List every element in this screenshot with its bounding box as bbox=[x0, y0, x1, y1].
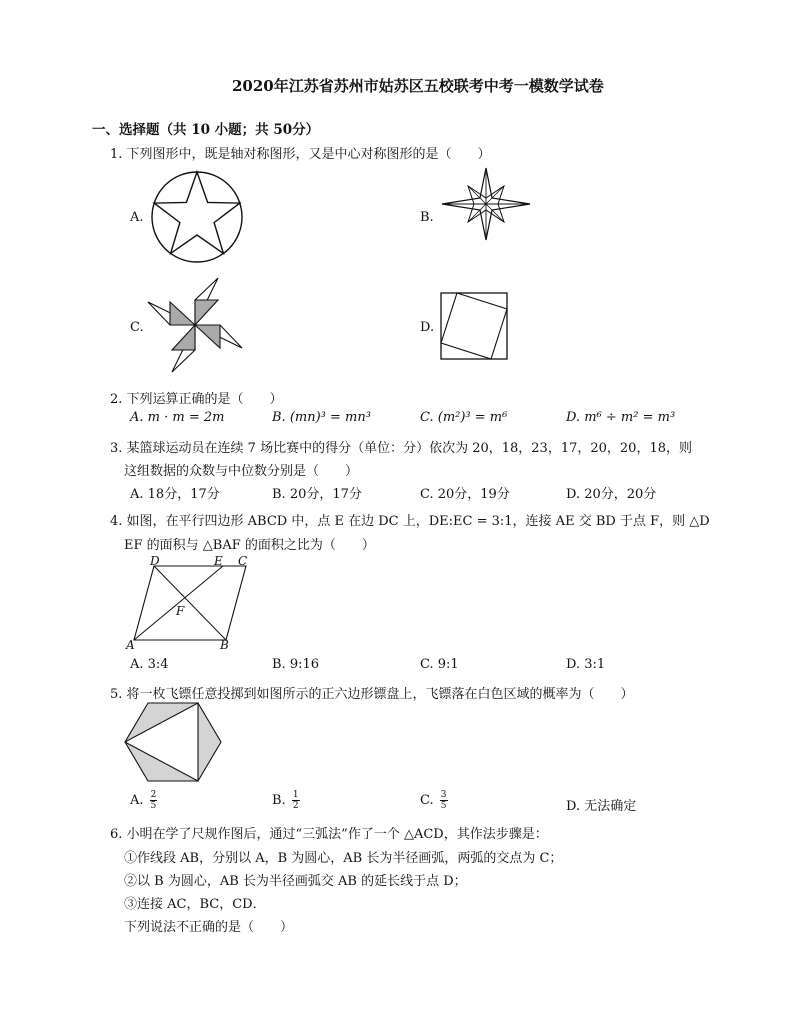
q2-option-b[interactable]: B. (mn)³ = mn³ bbox=[272, 410, 371, 425]
question-6-step2: ②以 B 为圆心，AB 长为半径画弧交 AB 的延长线于点 D； bbox=[124, 874, 467, 889]
q1-figure-c-pinwheel bbox=[148, 278, 242, 372]
question-4-stem-line1: 4. 如图，在平行四边形 ABCD 中，点 E 在边 DC 上，DE:EC = 3:1，连接 AE 交 BD 于点 F，则 △D bbox=[110, 514, 710, 529]
q5-option-a-prefix: A. bbox=[130, 793, 144, 808]
q4-parallelogram-figure bbox=[126, 552, 256, 654]
q4-option-c[interactable]: C. 9:1 bbox=[420, 657, 459, 672]
q4-label-e: E bbox=[214, 554, 223, 568]
question-2-stem: 2. 下列运算正确的是（ ） bbox=[110, 392, 283, 407]
section-header: 一、选择题（共 10 小题；共 50分） bbox=[92, 122, 320, 138]
question-3-stem-line1: 3. 某篮球运动员在连续 7 场比赛中的得分（单位：分）依次为 20，18，23，17，20，20，18，则 bbox=[110, 441, 692, 456]
question-3-stem-line2: 这组数据的众数与中位数分别是（ ） bbox=[124, 464, 359, 479]
q1-option-c-label[interactable]: C. bbox=[130, 320, 144, 335]
q1-option-d-label[interactable]: D. bbox=[420, 320, 435, 335]
q4-option-d[interactable]: D. 3:1 bbox=[566, 657, 606, 672]
q3-option-d[interactable]: D. 20分，20分 bbox=[566, 487, 657, 502]
q5-option-b[interactable] bbox=[272, 790, 300, 811]
q5-hexagon-dartboard bbox=[124, 702, 222, 782]
q3-option-a[interactable]: A. 18分，17分 bbox=[130, 487, 220, 502]
page-title: 2020年江苏省苏州市姑苏区五校联考中考一模数学试卷 bbox=[232, 77, 604, 95]
question-4-stem-line2: EF 的面积与 △BAF 的面积之比为（ ） bbox=[124, 538, 375, 553]
q2-option-d[interactable]: D. m⁶ ÷ m² = m³ bbox=[566, 410, 676, 425]
q3-option-c[interactable]: C. 20分，19分 bbox=[420, 487, 510, 502]
q5-option-a[interactable] bbox=[130, 790, 157, 811]
q5-option-b-prefix: B. bbox=[272, 793, 286, 808]
q5-option-b-fraction: $\frac{1}{2}$ bbox=[292, 790, 299, 811]
q2-option-c[interactable]: C. (m²)³ = m⁶ bbox=[420, 410, 508, 425]
q4-label-a: A bbox=[126, 638, 135, 652]
question-6-stem: 6. 小明在学了尺规作图后，通过“三弧法”作了一个 △ACD，其作法步骤是： bbox=[110, 827, 548, 842]
q1-figure-a-star-in-circle bbox=[150, 170, 244, 264]
q4-label-b: B bbox=[220, 638, 229, 652]
q5-option-a-fraction: $\frac{2}{5}$ bbox=[150, 790, 157, 811]
q4-label-c: C bbox=[238, 554, 248, 568]
q1-option-a-label[interactable]: A. bbox=[130, 210, 144, 225]
q1-figure-d-square-in-square bbox=[440, 292, 508, 360]
question-6-step1: ①作线段 AB，分别以 A，B 为圆心，AB 长为半径画弧，两弧的交点为 C； bbox=[124, 851, 563, 866]
q1-option-b-label[interactable]: B. bbox=[420, 210, 434, 225]
q4-label-f: F bbox=[176, 604, 185, 618]
q5-option-c[interactable] bbox=[420, 790, 448, 811]
q4-option-b[interactable]: B. 9:16 bbox=[272, 657, 320, 672]
q3-option-b[interactable]: B. 20分，17分 bbox=[272, 487, 362, 502]
q5-option-c-fraction: $\frac{3}{5}$ bbox=[440, 790, 447, 811]
question-6-step3: ③连接 AC，BC，CD． bbox=[124, 897, 266, 912]
q2-option-a[interactable]: A. m · m = 2m bbox=[130, 410, 225, 425]
question-5-stem: 5. 将一枚飞镖任意投掷到如图所示的正六边形镖盘上，飞镖落在白色区域的概率为（ ） bbox=[110, 687, 634, 702]
q1-figure-b-compass-star bbox=[440, 168, 532, 240]
question-1-stem: 1. 下列图形中，既是轴对称图形，又是中心对称图形的是（ ） bbox=[110, 147, 491, 162]
question-6-ask: 下列说法不正确的是（ ） bbox=[124, 920, 294, 935]
q5-option-c-prefix: C. bbox=[420, 793, 434, 808]
q4-label-d: D bbox=[150, 554, 160, 568]
q5-option-d[interactable]: D. 无法确定 bbox=[566, 799, 637, 814]
q4-option-a[interactable]: A. 3:4 bbox=[130, 657, 169, 672]
